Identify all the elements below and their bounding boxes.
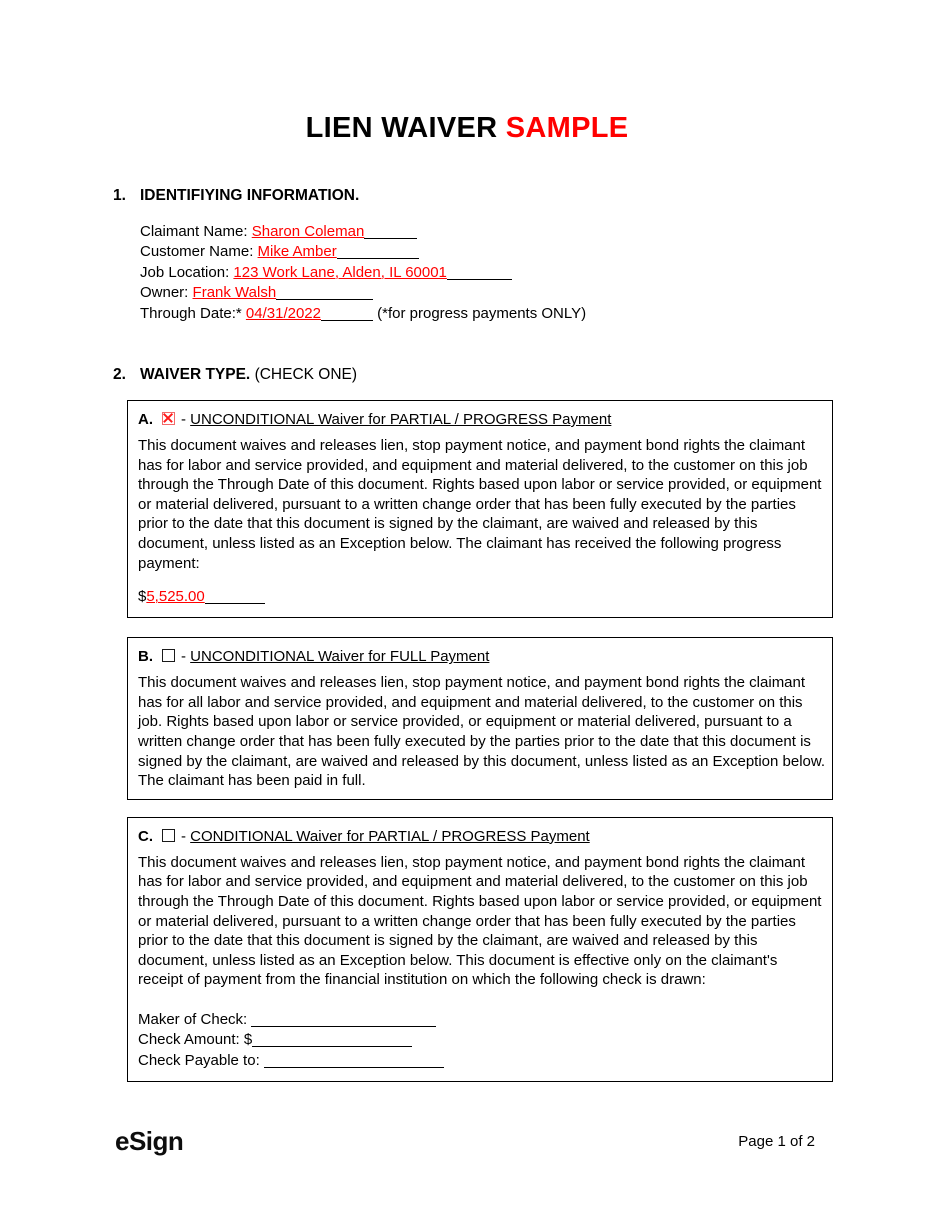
amount-prefix: $ — [138, 588, 147, 606]
job-location-row — [140, 263, 934, 283]
job-location-label: Job Location: — [140, 263, 230, 281]
option-c-title: CONDITIONAL Waiver for PARTIAL / PROGRESS Payment — [190, 827, 590, 845]
customer-name-label: Customer Name: — [140, 243, 254, 261]
option-c-letter: C. — [138, 827, 153, 845]
progress-payment-amount-row — [138, 588, 824, 605]
through-date-label: Through Date:* — [140, 304, 242, 322]
owner-label: Owner: — [140, 284, 189, 302]
option-b-dash: - — [181, 648, 186, 666]
document-title — [0, 0, 934, 145]
section-2-heading — [113, 366, 934, 384]
section-2-title: WAIVER TYPE. — [140, 366, 251, 384]
owner-row — [140, 283, 934, 303]
option-b-checkbox[interactable] — [162, 649, 175, 662]
option-c-dash: - — [181, 827, 186, 845]
page-number: Page 1 of 2 — [738, 1133, 815, 1150]
option-c-box — [127, 817, 833, 1082]
option-b-header — [138, 648, 824, 665]
section-1-title: IDENTIFIYING INFORMATION. — [140, 187, 360, 204]
job-location-value[interactable]: 123 Work Lane, Alden, IL 60001 — [233, 263, 447, 281]
claimant-name-value[interactable]: Sharon Coleman — [251, 223, 365, 240]
check-amount-row — [138, 1030, 824, 1050]
maker-of-check-row — [138, 1010, 824, 1030]
owner-value[interactable]: Frank Walsh — [192, 284, 277, 302]
check-amount-label: Check Amount: $ — [138, 1031, 253, 1049]
option-b-body: This document waives and releases lien, stop payment notice, and payment bond rights the claimant has for all labor and service provided, and equipment and material delivered, to the customer on this job. Rights based upon labor or service provided, or equipment or material delivered, pursuant to a written change order that has been fully executed by the parties prior to the date that this document is signed by the claimant, are waived and released by this document, unless listed as an Exception below. The claimant has been paid in full. — [138, 674, 826, 790]
owner-blank[interactable] — [276, 285, 373, 300]
customer-name-value[interactable]: Mike Amber — [257, 243, 337, 261]
progress-payment-amount-value[interactable]: 5,525.00 — [146, 588, 205, 606]
check-payable-row — [138, 1051, 824, 1071]
section-1-heading — [113, 187, 934, 205]
option-b-box — [127, 637, 833, 800]
claimant-name-label: Claimant Name: — [140, 223, 248, 240]
option-c-body: This document waives and releases lien, stop payment notice, and payment bond rights the claimant has for labor and service provided, and equipment and material delivered, to the customer on this job through the Through Date of this document. Rights based upon labor or service provided, or equipment or material delivered, pursuant to a written change order that has been fully executed by the parties prior to the date that this document is signed by the claimant, are waived and released by this document, unless listed as an Exception below. This document is effective only on the claimant's receipt of payment from the financial institution on which the following check is drawn: — [138, 853, 822, 989]
option-c-header — [138, 828, 824, 845]
option-a-header — [138, 411, 824, 428]
option-c-checkbox[interactable] — [162, 829, 175, 842]
option-a-dash: - — [181, 411, 186, 429]
document-title-sample: SAMPLE — [505, 112, 629, 144]
page-footer — [115, 1126, 815, 1157]
section-2-number: 2. — [113, 366, 126, 384]
job-location-blank[interactable] — [447, 265, 512, 280]
customer-name-row — [140, 242, 934, 262]
option-b-letter: B. — [138, 648, 153, 666]
through-date-value[interactable]: 04/31/2022 — [245, 304, 321, 322]
option-a-letter: A. — [138, 411, 153, 429]
claimant-name-row — [140, 222, 934, 242]
section-2-subtitle: (CHECK ONE) — [254, 366, 358, 384]
maker-of-check-blank[interactable] — [251, 1012, 436, 1027]
progress-payment-amount-blank[interactable] — [205, 589, 265, 604]
customer-name-blank[interactable] — [337, 244, 419, 259]
option-b-title: UNCONDITIONAL Waiver for FULL Payment — [190, 648, 490, 666]
option-a-box — [127, 400, 833, 618]
check-detail-fields — [138, 1010, 824, 1071]
esign-logo: eSign — [115, 1126, 184, 1156]
identifying-information-fields — [140, 222, 934, 324]
check-amount-blank[interactable] — [252, 1032, 412, 1047]
check-payable-label: Check Payable to: — [138, 1051, 260, 1069]
option-a-body: This document waives and releases lien, stop payment notice, and payment bond rights the claimant has for labor and service provided, and equipment and material delivered, to the customer on this job through the Through Date of this document. Rights based upon labor or service provided, or equipment or material delivered, pursuant to a written change order that has been fully executed by the parties prior to the date that this document is signed by the claimant, are waived and released by this document, unless listed as an Exception below. The claimant has received the following progress payment: — [138, 437, 822, 572]
maker-of-check-label: Maker of Check: — [138, 1010, 248, 1028]
option-a-checkbox[interactable] — [162, 412, 175, 425]
through-date-row — [140, 304, 934, 324]
document-title-main: LIEN WAIVER — [305, 112, 498, 144]
section-1-number: 1. — [113, 187, 126, 204]
check-payable-blank[interactable] — [264, 1053, 444, 1068]
through-date-note: (*for progress payments ONLY) — [377, 304, 587, 322]
claimant-name-blank[interactable] — [364, 224, 417, 239]
through-date-blank[interactable] — [321, 306, 373, 321]
option-a-title: UNCONDITIONAL Waiver for PARTIAL / PROGRESS Payment — [190, 411, 612, 429]
